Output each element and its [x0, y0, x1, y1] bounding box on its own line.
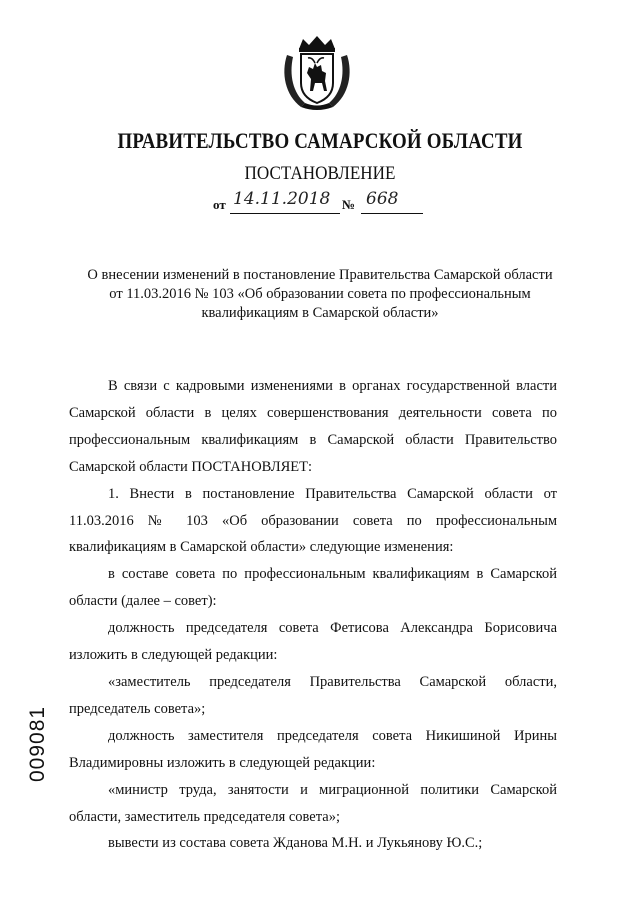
date-number-line [211, 189, 441, 217]
title-line: О внесении изменений в постановление Правительства Самарской области [87, 267, 553, 283]
registration-stamp: 009081 [26, 705, 49, 782]
date-underline [230, 213, 340, 214]
body-paragraph: «заместитель председателя Правительства Самарской области, председатель совета»; [69, 673, 557, 717]
title-line: от 11.03.2016 № 103 «Об образовании совета по профессиональным [109, 286, 531, 302]
date-label: от [213, 197, 226, 212]
number-value: 668 [366, 189, 399, 209]
body-paragraph: в составе совета по профессиональным квалификациям в Самарской области (далее – совет): [69, 566, 557, 610]
coat-of-arms-icon [277, 33, 357, 113]
resolution-title [40, 266, 600, 323]
document-type: ПОСТАНОВЛЕНИЕ [244, 163, 396, 184]
body-paragraph: 1. Внести в постановление Правительства Самарской области от 11.03.2016 № 103 «Об образовании совета по профессиональным квалификациям в Самарской области» следующие изменения: [69, 485, 557, 556]
body-paragraph: должность заместителя председателя совета Никишиной Ирины Владимировны изложить в следующей редакции: [69, 727, 557, 771]
number-label: № [342, 197, 356, 212]
body-paragraph: должность председателя совета Фетисова Александра Борисовича изложить в следующей редакции: [69, 620, 557, 664]
body-paragraph: вывести из состава совета Жданова М.Н. и Лукьянову Ю.С.; [108, 835, 483, 852]
title-line: квалификациям в Самарской области» [201, 305, 439, 321]
body-paragraph: «министр труда, занятости и миграционной политики Самарской области, заместитель председателя совета»; [69, 781, 557, 825]
document-body [69, 373, 557, 857]
date-value: 14.11.2018 [233, 189, 331, 209]
body-paragraph: В связи с кадровыми изменениями в органах государственной власти Самарской области в целях совершенствования деятельности совета по профессиональным квалификациям в Самарской области Правительство Самарской области ПОСТАНОВЛЯЕТ: [69, 378, 557, 475]
organization-title: ПРАВИТЕЛЬСТВО САМАРСКОЙ ОБЛАСТИ [117, 128, 523, 153]
number-underline [361, 213, 423, 214]
